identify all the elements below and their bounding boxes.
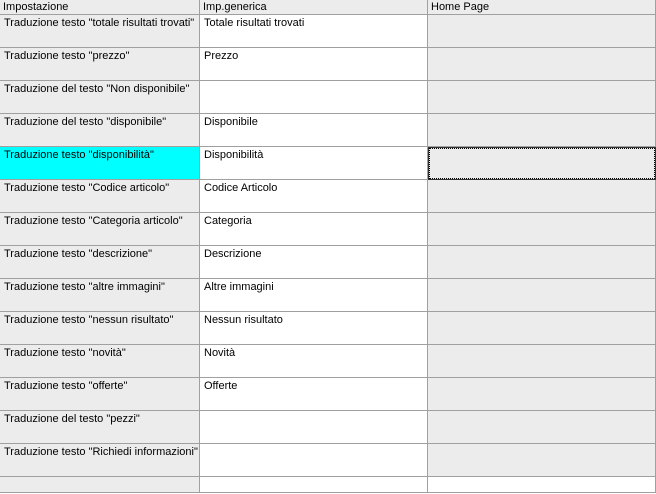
generic-value-cell[interactable] bbox=[200, 81, 428, 114]
home-page-value-cell[interactable] bbox=[428, 213, 656, 246]
generic-value-cell[interactable]: Codice Articolo bbox=[200, 180, 428, 213]
setting-name-cell[interactable]: Traduzione testo "Richiedi informazioni" bbox=[0, 444, 200, 477]
table-row[interactable] bbox=[0, 411, 656, 444]
setting-name-cell[interactable]: Traduzione testo "descrizione" bbox=[0, 246, 200, 279]
generic-value-cell[interactable]: Categoria bbox=[200, 213, 428, 246]
generic-value-cell[interactable]: Nessun risultato bbox=[200, 312, 428, 345]
home-page-value-cell[interactable] bbox=[428, 114, 656, 147]
generic-value-cell[interactable]: Novità bbox=[200, 345, 428, 378]
column-header-home-page[interactable]: Home Page bbox=[428, 0, 656, 14]
table-row[interactable] bbox=[0, 114, 656, 147]
home-page-value-cell[interactable] bbox=[428, 15, 656, 48]
table-row[interactable] bbox=[0, 279, 656, 312]
home-page-value-cell[interactable] bbox=[428, 180, 656, 213]
setting-name-cell[interactable]: Traduzione del testo "disponibile" bbox=[0, 114, 200, 147]
setting-name-cell[interactable]: Traduzione testo "Codice articolo" bbox=[0, 180, 200, 213]
home-page-value-cell[interactable] bbox=[428, 378, 656, 411]
home-page-value-cell[interactable] bbox=[428, 246, 656, 279]
home-page-value-cell[interactable] bbox=[428, 411, 656, 444]
generic-value-cell[interactable] bbox=[200, 411, 428, 444]
home-page-value-cell[interactable] bbox=[428, 81, 656, 114]
setting-name-cell[interactable]: Traduzione testo "Categoria articolo" bbox=[0, 213, 200, 246]
generic-value-cell[interactable]: Offerte bbox=[200, 378, 428, 411]
table-row[interactable] bbox=[0, 48, 656, 81]
home-page-value-cell[interactable] bbox=[428, 147, 656, 180]
empty-cell bbox=[200, 477, 428, 493]
empty-cell bbox=[428, 477, 656, 493]
home-page-value-cell[interactable] bbox=[428, 345, 656, 378]
setting-name-cell[interactable]: Traduzione testo "altre immagini" bbox=[0, 279, 200, 312]
generic-value-cell[interactable] bbox=[200, 444, 428, 477]
empty-cell bbox=[0, 477, 200, 493]
column-header-impostazione[interactable]: Impostazione bbox=[0, 0, 200, 14]
setting-name-cell[interactable]: Traduzione testo "novità" bbox=[0, 345, 200, 378]
generic-value-cell[interactable]: Disponibile bbox=[200, 114, 428, 147]
home-page-value-cell[interactable] bbox=[428, 48, 656, 81]
home-page-value-cell[interactable] bbox=[428, 279, 656, 312]
setting-name-cell[interactable]: Traduzione del testo "Non disponibile" bbox=[0, 81, 200, 114]
table-row[interactable] bbox=[0, 147, 656, 180]
setting-name-cell[interactable]: Traduzione testo "prezzo" bbox=[0, 48, 200, 81]
table-row[interactable] bbox=[0, 246, 656, 279]
generic-value-cell[interactable]: Descrizione bbox=[200, 246, 428, 279]
generic-value-cell[interactable]: Altre immagini bbox=[200, 279, 428, 312]
grid-header bbox=[0, 0, 656, 15]
table-row[interactable] bbox=[0, 444, 656, 477]
setting-name-cell[interactable]: Traduzione testo "nessun risultato" bbox=[0, 312, 200, 345]
setting-name-cell[interactable]: Traduzione testo "offerte" bbox=[0, 378, 200, 411]
setting-name-cell[interactable]: Traduzione del testo "pezzi" bbox=[0, 411, 200, 444]
generic-value-cell[interactable]: Disponibilità bbox=[200, 147, 428, 180]
table-row[interactable] bbox=[0, 81, 656, 114]
table-row[interactable] bbox=[0, 378, 656, 411]
grid-body bbox=[0, 15, 656, 493]
setting-name-cell[interactable]: Traduzione testo "disponibilità" bbox=[0, 147, 200, 180]
setting-name-cell[interactable]: Traduzione testo "totale risultati trovati" bbox=[0, 15, 200, 48]
generic-value-cell[interactable]: Prezzo bbox=[200, 48, 428, 81]
generic-value-cell[interactable]: Totale risultati trovati bbox=[200, 15, 428, 48]
home-page-value-cell[interactable] bbox=[428, 444, 656, 477]
column-header-imp-generica[interactable]: Imp.generica bbox=[200, 0, 428, 14]
table-row[interactable] bbox=[0, 180, 656, 213]
table-row[interactable] bbox=[0, 345, 656, 378]
table-row[interactable] bbox=[0, 213, 656, 246]
table-row-empty bbox=[0, 477, 656, 493]
table-row[interactable] bbox=[0, 312, 656, 345]
home-page-value-cell[interactable] bbox=[428, 312, 656, 345]
table-row[interactable] bbox=[0, 15, 656, 48]
